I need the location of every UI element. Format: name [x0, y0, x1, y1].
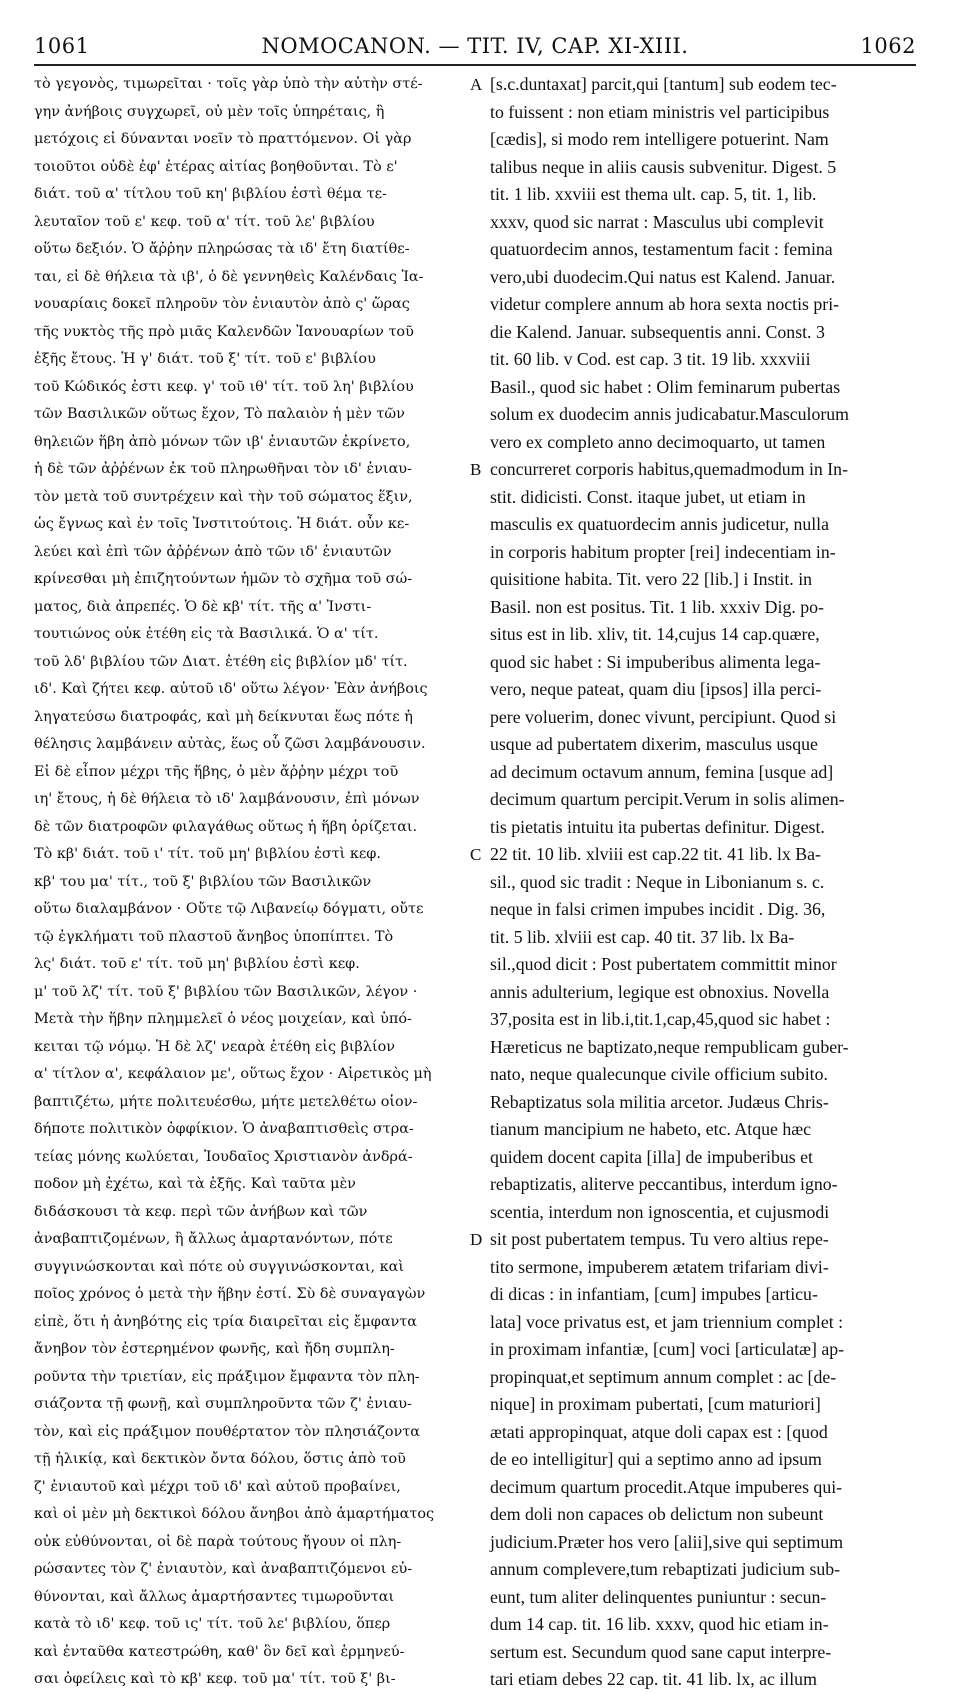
latin-text-line: quod sic habet : Si impuberibus alimenta lega- [490, 651, 821, 672]
latin-text-line: [cædis], si modo rem intelligere potuerint. Nam [490, 129, 829, 149]
latin-text-line: in corporis habitum propter [rei] indecentiam in- [490, 541, 836, 562]
latin-text-line: tit. 60 lib. v Cod. est cap. 3 tit. 19 lib. xxxviii [490, 349, 811, 369]
latin-text-line: Rebaptizatus sola militia arcetor. Judæus Chris- [490, 1091, 829, 1112]
latin-text-line: decimum quartum procedit.Atque impuberes qui- [490, 1476, 843, 1497]
greek-text-line: ληγατεύσω διατροφάς, καὶ μὴ δείκνυται ἕως πότε ἡ [34, 708, 413, 725]
greek-text-line: τῆς νυκτὸς τῆς πρὸ μιᾶς Καλενδῶν Ἰανουαρίων τοῦ [34, 323, 414, 340]
greek-text-line: τῷ ἐγκλήματι τοῦ πλαστοῦ ἄνηβος ὑποπίπτει. Τὸ [34, 928, 394, 945]
page-number-right: 1062 [860, 34, 916, 58]
greek-text-line: οὕτω διαλαμβάνον · Οὔτε τῷ Λιβανείῳ δόγματι, οὔτε [34, 901, 424, 917]
greek-text-line: τείας μόνης κωλύεται, Ἰουδαῖος Χριστιανὸν ἀνδρά- [34, 1148, 413, 1165]
latin-text-line: to fuissent : non etiam ministris vel participibus [490, 101, 830, 122]
greek-text-line: λεύει καὶ ἐπὶ τῶν ἀῤῥένων ἀπὸ τῶν ιδ' ἐνιαυτῶν [34, 543, 392, 560]
latin-text-line: annis adulterium, legique est obnoxius. Novella [490, 981, 830, 1002]
greek-text-line: Εἰ δὲ εἶπον μέχρι τῆς ἥβης, ὁ μὲν ἄῤῥην μέχρι τοῦ [34, 763, 399, 780]
margin-marker-d: D [470, 1230, 483, 1249]
latin-text-line: judicium.Præter hos vero [alii],sive qui septimum [490, 1531, 844, 1552]
latin-text-line: xxxv, quod sic narrat : Masculus ubi complevit [490, 211, 824, 232]
greek-text-line: μ' τοῦ λζ' τίτ. τοῦ ξ' βιβλίου τῶν Βασιλικῶν, λέγον · [34, 983, 418, 1000]
greek-text-line: σιάζοντα τῇ φωνῇ, καὶ συμπληροῦντα τῶν ζ' ἐνιαυ- [34, 1396, 412, 1412]
latin-text-line: quidem docent capita [illa] de impuberibus et [490, 1146, 813, 1167]
greek-text-line: ποδον μὴ ἐχέτω, καὶ τὰ ἑξῆς. Καὶ ταῦτα μὲν [34, 1176, 356, 1192]
latin-text-line: situs est in lib. xliv, tit. 14,cujus 14 cap.quære, [490, 624, 820, 644]
latin-text-line: rebaptizatis, aliterve peccantibus, interdum igno- [490, 1174, 838, 1194]
greek-text-line: τὸν, καὶ εἰς πράξιμον πουθέρτατον τὸν πλησιάζοντα [34, 1423, 421, 1440]
greek-text-line: οὕτω δεξιόν. Ὁ ἄῤῥην πληρώσας τὰ ιδ' ἔτη διατίθε- [34, 241, 410, 257]
greek-text-line: δήποτε πολιτικὸν ὀφφίκιον. Ὁ ἀναβαπτισθεὶς στρα- [34, 1121, 414, 1137]
latin-text-line: tis pietatis intuitu ita pubertas definitur. Digest. [490, 816, 825, 837]
latin-text-line: annum complevere,tum rebaptizati judicium sub- [490, 1559, 841, 1579]
latin-text-line: de eo intelligitur] qui a septimo anno ad ipsum [490, 1449, 822, 1469]
latin-text-line: dum 14 cap. tit. 16 lib. xxxv, quod hic etiam in- [490, 1614, 829, 1634]
latin-text-line: vero ex completo anno decimoquarto, ut tamen [490, 431, 826, 452]
latin-text-line: concurreret corporis habitus,quemadmodum in In- [490, 459, 848, 479]
latin-text-line: propinquat,et septimum annum complet : ac [de- [490, 1366, 837, 1387]
greek-text-line: μετόχοις εἰ δύνανται νοεῖν τὸ πραττόμενον. Οἱ γὰρ [34, 131, 412, 147]
greek-text-line: ται, εἰ δὲ θήλεια τὰ ιβ', ὁ δὲ γεννηθεὶς Καλένδαις Ἰα- [34, 268, 424, 285]
greek-text-line: συγγινώσκονται καὶ πότε οὐ συγγινώσκονται, καὶ [34, 1258, 405, 1275]
greek-text-line: λς' διάτ. τοῦ ε' τίτ. τοῦ μη' βιβλίου ἐστὶ κεφ. [34, 956, 360, 972]
greek-text-line: σαι ὀφείλεις καὶ τὸ κβ' κεφ. τοῦ μα' τίτ. τοῦ ξ' βι- [34, 1671, 396, 1687]
greek-text-line: ἑξῆς ἔτους. Ἡ γ' διάτ. τοῦ ξ' τίτ. τοῦ ε' βιβλίου [34, 351, 376, 367]
latin-text-line: quatuordecim annos, testamentum facit : femina [490, 239, 833, 259]
greek-text-line: θέλησις λαμβάνειν αὐτὰς, ἕως οὗ ζῶσι λαμβάνουσιν. [34, 736, 426, 752]
running-title: NOMOCANON. — TIT. IV, CAP. XI-XIII. [261, 34, 689, 58]
greek-text-line: ματος, διὰ ἀπρεπές. Ὁ δὲ κβ' τίτ. τῆς α' Ἰνστι- [34, 598, 372, 615]
greek-text-line: τῶν Βασιλικῶν οὕτως ἔχον, Τὸ παλαιὸν ἡ μὲν τῶν [34, 406, 405, 422]
greek-text-line: Μετὰ τὴν ἥβην πλημμελεῖ ὁ νέος μοιχείαν, καὶ ὑπό- [34, 1011, 412, 1027]
greek-text-line: διδάσκουσι τὰ κεφ. περὶ τῶν ἀνήβων καὶ τῶν [34, 1203, 368, 1220]
latin-column [490, 71, 917, 1694]
greek-text-line: γην ἀνήβοις συγχωρεῖ, οὐ μὲν τοῖς ὑπηρέταις, ἢ [34, 103, 385, 120]
greek-text-line: τοιοῦτοι οὐδὲ ἐφ' ἑτέρας αἰτίας βοηθοῦνται. Τὸ ε' [34, 158, 398, 175]
greek-text-line: θηλειῶν ἥβη ἀπὸ μόνων τῶν ιβ' ἐνιαυτῶν ἐκρίνετο, [34, 433, 411, 450]
latin-text-line: decimum quartum percipit.Verum in solis alimen- [490, 789, 845, 809]
greek-text-line: οὐκ εὐθύνονται, οἱ δὲ παρὰ τούτους ἤγουν οἱ πλη- [34, 1533, 402, 1550]
greek-text-line: δὲ τῶν διατροφῶν φιλαγάθως οὕτως ἡ ἥβη ὁρίζεται. [34, 818, 418, 835]
latin-text-line: tit. 5 lib. xlviii est cap. 40 tit. 37 lib. lx Ba- [490, 926, 795, 947]
greek-text-line: εἰπὲ, ὅτι ἡ ἀνηβότης εἰς τρία διαιρεῖται εἰς ἔμφαντα [34, 1313, 417, 1330]
greek-text-line: ἀναβαπτιζομένων, ἢ ἄλλως ἁμαρτανόντων, πότε [34, 1231, 393, 1247]
latin-text-line: nato, neque qualecunque civile officium subito. [490, 1064, 828, 1084]
latin-text-line: 37,posita est in lib.i,tit.1,cap,45,quod sic habet : [490, 1009, 831, 1029]
latin-text-line: ætati appropinquat, atque doli capax est : [quod [490, 1421, 828, 1442]
greek-text-line: τοῦ Κώδικός ἐστι κεφ. γ' τοῦ ιθ' τίτ. τοῦ λη' βιβλίου [34, 378, 414, 395]
greek-text-line: καὶ οἱ μὲν μὴ δεκτικοὶ δόλου ἄνηβοι ἀπὸ ἁμαρτήματος [34, 1506, 435, 1522]
greek-column [34, 71, 472, 1694]
greek-text-line: τὸ γεγονὸς, τιμωρεῖται · τοῖς γὰρ ὑπὸ τὴν αὐτὴν στέ- [34, 76, 423, 92]
greek-text-line: κειται τῷ νόμῳ. Ἡ δὲ λζ' νεαρὰ ἐτέθη εἰς βιβλίον [34, 1038, 396, 1055]
latin-text-line: Hæreticus ne baptizato,neque rempublicam guber- [490, 1036, 849, 1057]
page-header [34, 34, 916, 64]
latin-text-line: Basil. non est positus. Tit. 1 lib. xxxiv Dig. po- [490, 596, 824, 617]
latin-text-line: vero, neque pateat, quam diu [ipsos] illa perci- [490, 679, 822, 699]
greek-text-line: διάτ. τοῦ α' τίτλου τοῦ κη' βιβλίου ἐστὶ θέμα τε- [34, 186, 387, 202]
header-rule [34, 64, 916, 66]
latin-text-line: nique] in proximam pubertati, [cum maturiori] [490, 1394, 821, 1414]
greek-text-line: κβ' του μα' τίτ., τοῦ ξ' βιβλίου τῶν Βασιλικῶν [34, 873, 372, 890]
greek-text-line: ιη' ἔτους, ἡ δὲ θήλεια τὸ ιδ' λαμβάνουσιν, ἐπὶ μόνων [34, 791, 420, 807]
greek-text-line: νουαρίαις δοκεῖ πληροῦν τὸν ἐνιαυτὸν ἀπὸ ς' ὥρας [34, 296, 410, 312]
greek-text-line: ζ' ἐνιαυτοῦ καὶ μέχρι τοῦ ιδ' καὶ αὐτοῦ προβαίνει, [34, 1478, 401, 1495]
latin-text-line: scentia, interdum non ignoscentia, et cujusmodi [490, 1201, 830, 1222]
greek-text-line: βαπτιζέτω, μήτε πολιτευέσθω, μήτε μετελθέτω οἱον- [34, 1093, 418, 1110]
latin-text-line: videtur complere annum ab hora sexta noctis pri- [490, 294, 840, 314]
greek-text-line: τουτιώνος οὐκ ἐτέθη εἰς τὰ Βασιλικά. Ὁ α' τίτ. [34, 626, 379, 642]
latin-text-line: masculis ex quatuordecim annis judicetur, nulla [490, 514, 830, 534]
greek-text-line: ροῦντα τὴν τριετίαν, εἰς πράξιμον ἔμφαντα τὸν πλη- [34, 1368, 420, 1385]
latin-text-line: dem doli non capaces ob delictum non subeunt [490, 1504, 824, 1524]
greek-text-line: Τὸ κβ' διάτ. τοῦ ι' τίτ. τοῦ μη' βιβλίου ἐστὶ κεφ. [34, 846, 381, 862]
latin-text-line: tianum mancipium ne habeto, etc. Atque hæc [490, 1119, 811, 1139]
greek-text-line: ὡς ἔγνως καὶ ἐν τοῖς Ἰνστιτούτοις. Ἡ διάτ. οὖν κε- [34, 516, 410, 532]
latin-text-line: quisitione habita. Tit. vero 22 [lib.] i Instit. in [490, 569, 813, 589]
latin-text-line: tit. 1 lib. xxviii est thema ult. cap. 5, tit. 1, lib. [490, 184, 817, 204]
latin-text-line: neque in falsi crimen impubes incidit . Dig. 36, [490, 899, 826, 919]
latin-text-line: vero,ubi duodecim.Qui natus est Kalend. Januar. [490, 266, 836, 287]
latin-text-line: talibus neque in aliis causis subvenitur. Digest. 5 [490, 156, 837, 177]
latin-text-line: Basil., quod sic habet : Olim feminarum pubertas [490, 376, 841, 397]
page-number-left: 1061 [34, 34, 90, 58]
latin-text-line: tito sermone, impuberem ætatem trifariam divi- [490, 1256, 829, 1277]
greek-text-line: ἡ δὲ τῶν ἀῤῥένων ἐκ τοῦ πληρωθῆναι τὸν ιδ' ἐνιαυ- [34, 461, 412, 477]
margin-marker-b: B [470, 460, 482, 479]
greek-text-line: ποῖος χρόνος ὁ μετὰ τὴν ἥβην ἐστί. Σὺ δὲ συναγαγὼν [34, 1286, 426, 1302]
greek-text-line: τῇ ἡλικίᾳ, καὶ δεκτικὸν ὄντα δόλου, ὅστις ἀπὸ τοῦ [34, 1451, 406, 1467]
greek-text-line: λευταῖον τοῦ ε' κεφ. τοῦ α' τίτ. τοῦ λε' βιβλίου [34, 213, 375, 230]
latin-text-line: sit post pubertatem tempus. Tu vero altius repe- [490, 1229, 829, 1249]
latin-text-line: ad decimum octavum annum, femina [usque ad] [490, 761, 834, 782]
greek-text-line: τὸν μετὰ τοῦ συντρέχειν καὶ τὴν τοῦ σώματος ἕξιν, [34, 488, 413, 505]
greek-text-line: α' τίτλον α', κεφάλαιον με', οὕτως ἔχον · Αἱρετικὸς μὴ [34, 1066, 432, 1082]
latin-text-line: 22 tit. 10 lib. xlviii est cap.22 tit. 41 lib. lx Ba- [490, 844, 821, 864]
greek-text-line: κρίνεσθαι μὴ ἐπιζητούντων ἡμῶν τὸ σχῆμα τοῦ σώ- [34, 571, 413, 587]
latin-text-line: usque ad pubertatem dixerim, masculus usque [490, 734, 818, 754]
greek-text-line: κατὰ τὸ ιδ' κεφ. τοῦ ις' τίτ. τοῦ λε' βιβλίου, ὅπερ [34, 1616, 391, 1632]
latin-text-line: sil., quod sic tradit : Neque in Libonianum s. c. [490, 871, 825, 892]
greek-text-line: ρώσαντες τὸν ζ' ἐνιαυτὸν, καὶ ἀναβαπτιζόμενοι εὐ- [34, 1561, 413, 1577]
latin-text-line: lata] voce privatus est, et jam triennium complet : [490, 1311, 844, 1332]
greek-text-line: ἄνηβον τὸν ἐστερημένον φωνῆς, καὶ ἤδη συμπλη- [34, 1341, 395, 1357]
latin-text-line: eunt, tum aliter delinquentes puniuntur : secun- [490, 1586, 827, 1607]
latin-text-line: sil.,quod dicit : Post pubertatem committit minor [490, 954, 837, 974]
latin-text-line: stit. didicisti. Const. itaque jubet, ut etiam in [490, 486, 806, 507]
margin-marker-c: C [470, 845, 482, 864]
latin-text-line: sertum est. Secundum quod sane caput interpre- [490, 1641, 832, 1662]
latin-text-line: di dicas : in infantiam, [cum] impubes [articu- [490, 1284, 818, 1304]
latin-text-line: pere voluerim, donec vivunt, percipiunt. Quod si [490, 706, 837, 727]
greek-text-line: θύνονται, καὶ ἄλλως ἁμαρτήσαντες τιμωροῦνται [34, 1588, 395, 1605]
greek-text-line: ιδ'. Καὶ ζήτει κεφ. αὐτοῦ ιδ' οὕτω λέγον· Ἐὰν ἀνήβοις [34, 681, 428, 697]
latin-text-line: solum ex duodecim annis judicabatur.Masculorum [490, 404, 850, 424]
greek-text-line: καὶ ἐνταῦθα κατεστρώθη, καθ' ὃν δεῖ καὶ ἑρμηνεύ- [34, 1643, 405, 1660]
greek-text-line: τοῦ λδ' βιβλίου τῶν Διατ. ἐτέθη εἰς βιβλίον μδ' τίτ. [34, 653, 408, 670]
latin-text-line: die Kalend. Januar. subsequentis anni. Const. 3 [490, 321, 825, 342]
latin-text-line: in proximam infantiæ, [cum] voci [articulatæ] ap- [490, 1339, 845, 1359]
latin-text-line: tari etiam debes 22 cap. tit. 41 lib. lx, ac illum [490, 1669, 817, 1689]
margin-marker-a: A [470, 75, 483, 94]
latin-text-line: [s.c.duntaxat] parcit,qui [tantum] sub eodem tec- [490, 74, 837, 94]
